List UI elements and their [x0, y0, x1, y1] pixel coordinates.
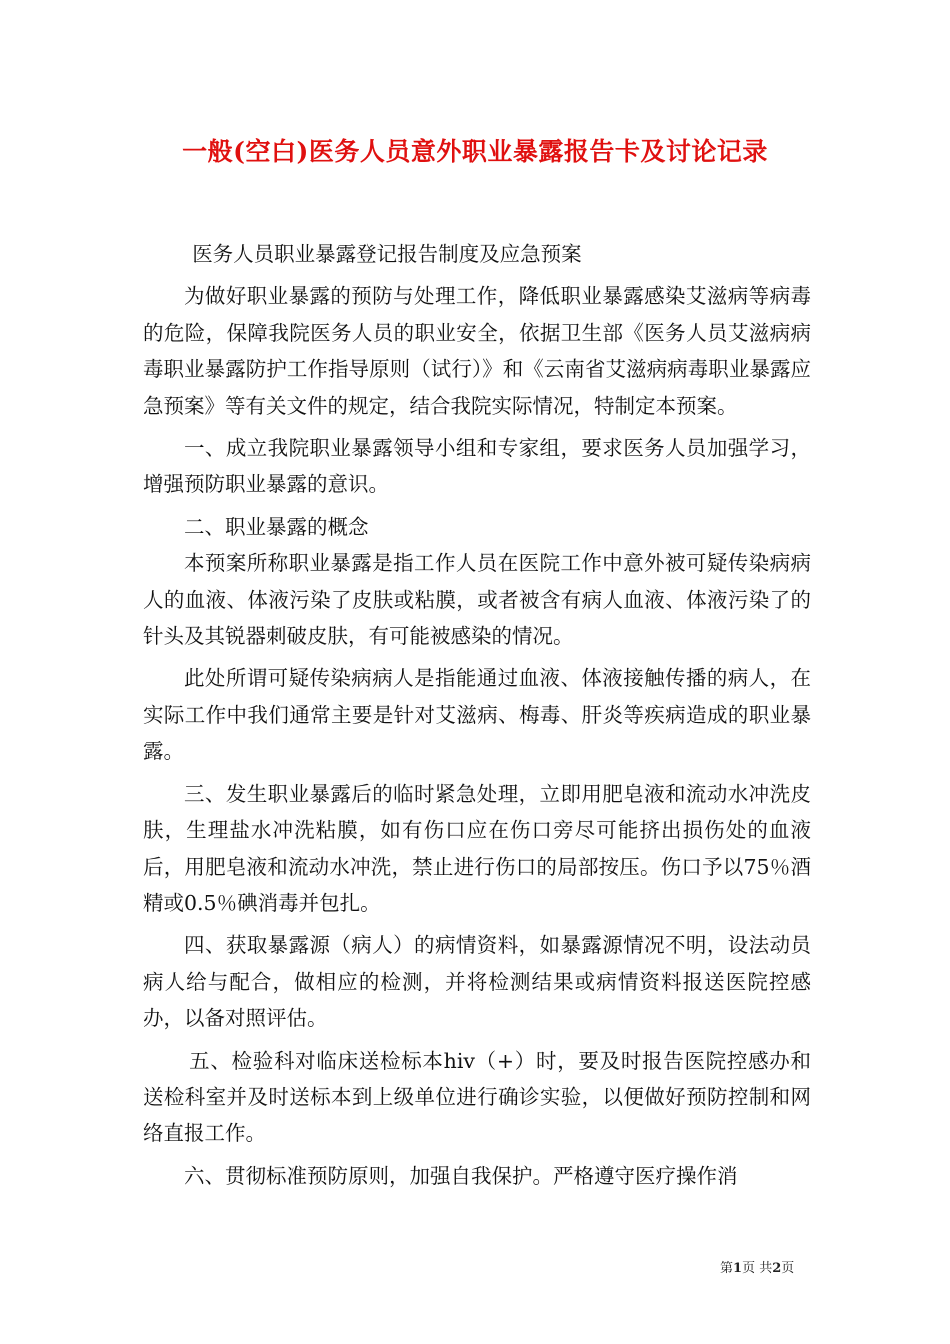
document-body [143, 236, 811, 1200]
document-title: 一般(空白)医务人员意外职业暴露报告卡及讨论记录 [182, 137, 768, 166]
paragraph-intro: 为做好职业暴露的预防与处理工作，降低职业暴露感染艾滋病等病毒的危险，保障我院医务人员的职业安全，依据卫生部《医务人员艾滋病病毒职业暴露防护工作指导原则（试行）》和《云南省艾滋病病毒职业暴露应急预案》等有关文件的规定，结合我院实际情况，特制定本预案。 [143, 284, 811, 418]
footer-page-number: 1 [733, 1261, 743, 1276]
paragraph-section-6: 六、贯彻标准预防原则，加强自我保护。严格遵守医疗操作消 [184, 1163, 738, 1188]
paragraph-section-1: 一、成立我院职业暴露领导小组和专家组，要求医务人员加强学习，增强预防职业暴露的意识。 [143, 436, 811, 497]
paragraph-section-3: 三、发生职业暴露后的临时紧急处理，立即用肥皂液和流动水冲洗皮肤，生理盐水冲洗粘膜，如有伤口应在伤口旁尽可能挤出损伤处的血液后，用肥皂液和流动水冲洗，禁止进行伤口的局部按压。伤口予以75％酒精或0.5％碘消毒并包扎。 [143, 781, 811, 915]
footer-total-pages: 2 [772, 1261, 782, 1276]
paragraph-section-2-note: 此处所谓可疑传染病病人是指能通过血液、体液接触传播的病人，在实际工作中我们通常主要是针对艾滋病、梅毒、肝炎等疾病造成的职业暴露。 [143, 666, 811, 764]
page-number-footer [720, 1257, 794, 1276]
paragraph-section-2-heading: 二、职业暴露的概念 [184, 514, 369, 539]
paragraph-section-5: 五、检验科对临床送检标本hiv（+）时，要及时报告医院控感办和送检科室并及时送标本到上级单位进行确诊实验，以便做好预防控制和网络直报工作。 [143, 1048, 811, 1146]
footer-suffix: 页 [781, 1261, 795, 1276]
document-subheading: 医务人员职业暴露登记报告制度及应急预案 [192, 242, 582, 266]
paragraph-section-2-definition: 本预案所称职业暴露是指工作人员在医院工作中意外被可疑传染病病人的血液、体液污染了皮肤或粘膜，或者被含有病人血液、体液污染了的针头及其锐器刺破皮肤，有可能被感染的情况。 [143, 551, 811, 649]
footer-middle: 页 共 [742, 1261, 773, 1276]
paragraph-section-4: 四、获取暴露源（病人）的病情资料，如暴露源情况不明，设法动员病人给与配合，做相应的检测，并将检测结果或病情资料报送医院控感办，以备对照评估。 [143, 933, 811, 1031]
footer-prefix: 第 [720, 1261, 734, 1276]
